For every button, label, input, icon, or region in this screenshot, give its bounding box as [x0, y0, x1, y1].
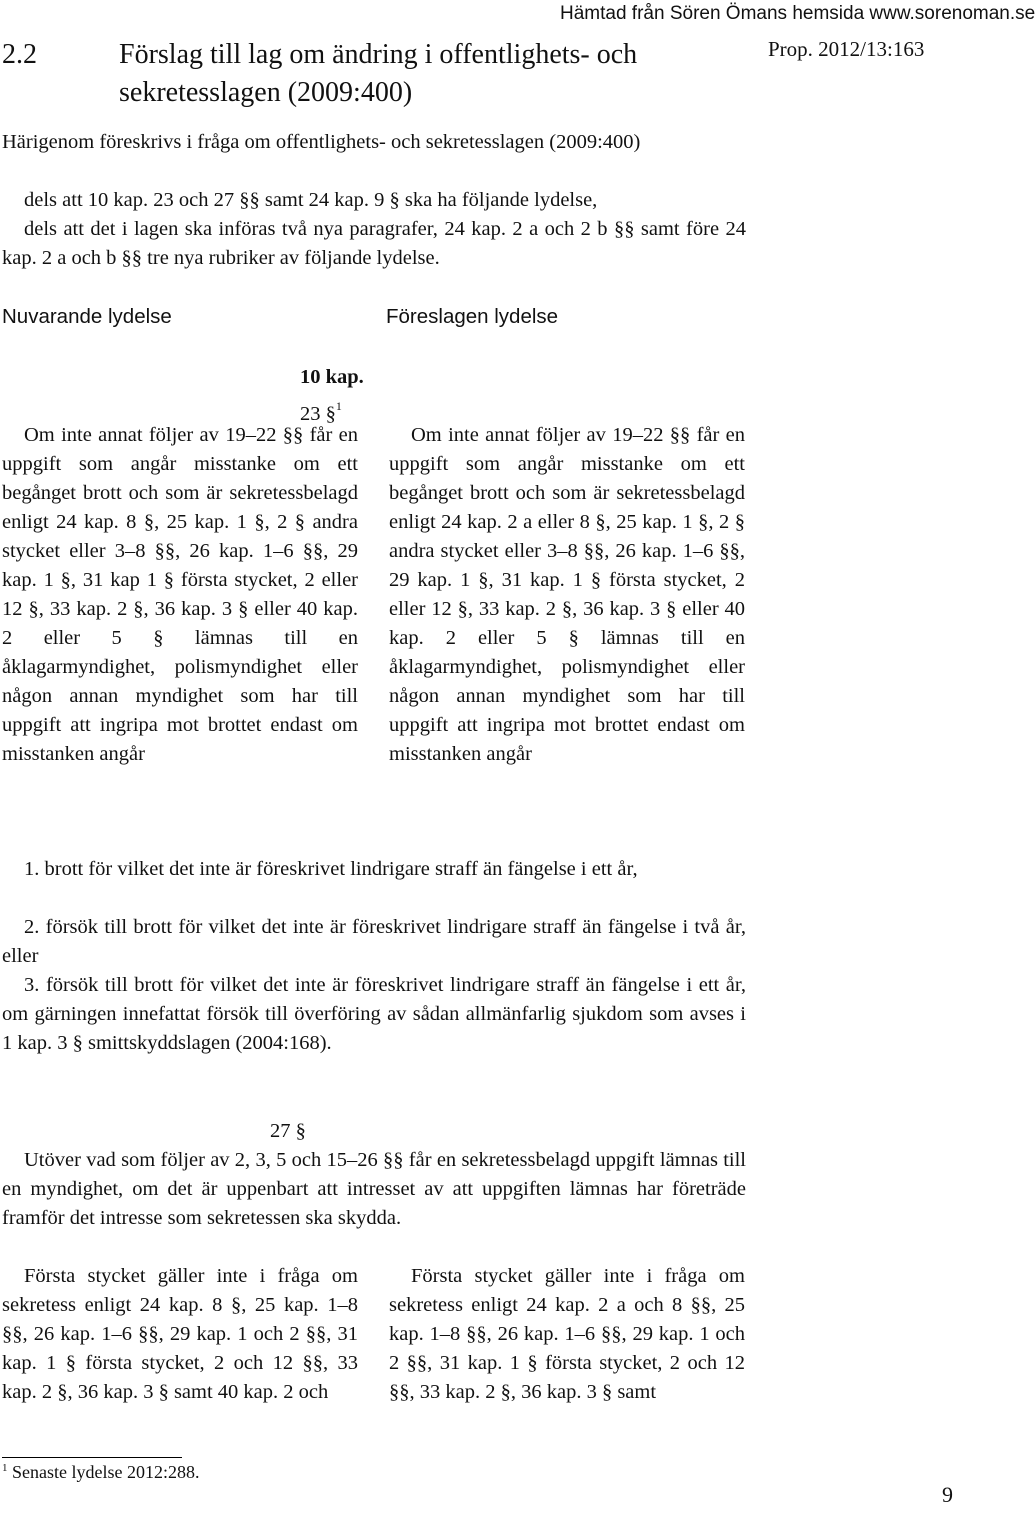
chapter-label-10: 10 kap. [300, 366, 364, 388]
proposition-number: Prop. 2012/13:163 [768, 37, 925, 61]
section-27-proposed-text: Första stycket gäller inte i fråga om sekretess enligt 24 kap. 2 a och 8 §§, 25 kap. 1–8 §§, 26 kap. 1–6 §§, 29 kap. 1 och 2 §§, 31 kap. 1 § första stycket, 2 och 12 §§, 33 kap. 2 §, 36 kap. 3 § samt [389, 1265, 745, 1403]
intro-paragraph-3: dels att det i lagen ska införas två nya paragrafer, 24 kap. 2 a och 2 b §§ samt före 24 kap. 2 a och b §§ tre nya rubriker av följande lydelse. [2, 218, 746, 269]
chapter-title-line2: sekretesslagen (2009:400) [119, 77, 413, 108]
footnote-marker: 1 [2, 1462, 8, 1474]
list-item-1: 1. brott för vilket det inte är föreskrivet lindrigare straff än fängelse i ett år, [24, 858, 638, 880]
section-27-common-text: Utöver vad som följer av 2, 3, 5 och 15–26 §§ får en sekretessbelagd uppgift lämnas till en myndighet, om det är uppenbart att intresset av att uppgiften lämnas har företräde framför det intresse som sekretessen ska skydda. [2, 1149, 746, 1229]
intro-paragraph-1: Härigenom föreskrivs i fråga om offentlighets- och sekretesslagen (2009:400) [2, 131, 641, 153]
page-number: 9 [942, 1482, 953, 1507]
footnote [2, 1462, 199, 1483]
paragraph-23-number: 23 § [300, 403, 336, 425]
chapter-number: 2.2 [2, 39, 37, 70]
source-header: Hämtad från Sören Ömans hemsida www.sorenoman.se [560, 3, 1035, 24]
section-23-proposed-text: Om inte annat följer av 19–22 §§ får en uppgift som angår misstanke om ett begånget brott och som är sekretessbelagd enligt 24 kap. 2 a eller 8 §, 25 kap. 1 §, 2 § andra stycket eller 3–8 §§, 26 kap. 1–6 §§, 29 kap. 1 §, 31 kap. 1 § första stycket, 2 eller 12 §, 33 kap. 2 §, 36 kap. 3 § eller 40 kap. 2 eller 5 § lämnas till en åklagarmyndighet, polismyndighet eller någon annan myndighet som har till uppgift att ingripa mot brottet endast om misstanken angår [389, 424, 745, 765]
footnote-reference: 1 [335, 399, 342, 413]
list-item-2: 2. försök till brott för vilket det inte är föreskrivet lindrigare straff än fängelse i två år, eller [2, 916, 746, 967]
column-heading-proposed: Föreslagen lydelse [386, 305, 559, 328]
paragraph-label-27: 27 § [270, 1120, 306, 1142]
chapter-title-line1: Förslag till lag om ändring i offentlighets- och [119, 39, 638, 70]
footnote-text: Senaste lydelse 2012:288. [12, 1462, 200, 1482]
footnote-separator [2, 1457, 182, 1458]
list-item-3: 3. försök till brott för vilket det inte är föreskrivet lindrigare straff än fängelse i ett år, om gärningen innefattat försök till överföring av sådan allmänfarlig sjukdom som avses i 1 kap. 3 § smittskyddslagen (2004:168). [2, 974, 746, 1054]
section-27-current-text: Första stycket gäller inte i fråga om sekretess enligt 24 kap. 8 §, 25 kap. 1–8 §§, 26 kap. 1–6 §§, 29 kap. 1 och 2 §§, 31 kap. 1 § första stycket, 2 och 12 §§, 33 kap. 2 §, 36 kap. 3 § samt 40 kap. 2 och [2, 1265, 358, 1403]
intro-paragraph-2: dels att 10 kap. 23 och 27 §§ samt 24 kap. 9 § ska ha följande lydelse, [24, 189, 598, 211]
column-heading-current: Nuvarande lydelse [2, 305, 172, 328]
section-23-current-text: Om inte annat följer av 19–22 §§ får en uppgift som angår misstanke om ett begånget brott och som är sekretessbelagd enligt 24 kap. 8 §, 25 kap. 1 §, 2 § andra stycket eller 3–8 §§, 26 kap. 1–6 §§, 29 kap. 1 §, 31 kap 1 § första stycket, 2 eller 12 §, 33 kap. 2 §, 36 kap. 3 § eller 40 kap. 2 eller 5 § lämnas till en åklagarmyndighet, polismyndighet eller någon annan myndighet som har till uppgift att ingripa mot brottet endast om misstanken angår [2, 424, 358, 765]
